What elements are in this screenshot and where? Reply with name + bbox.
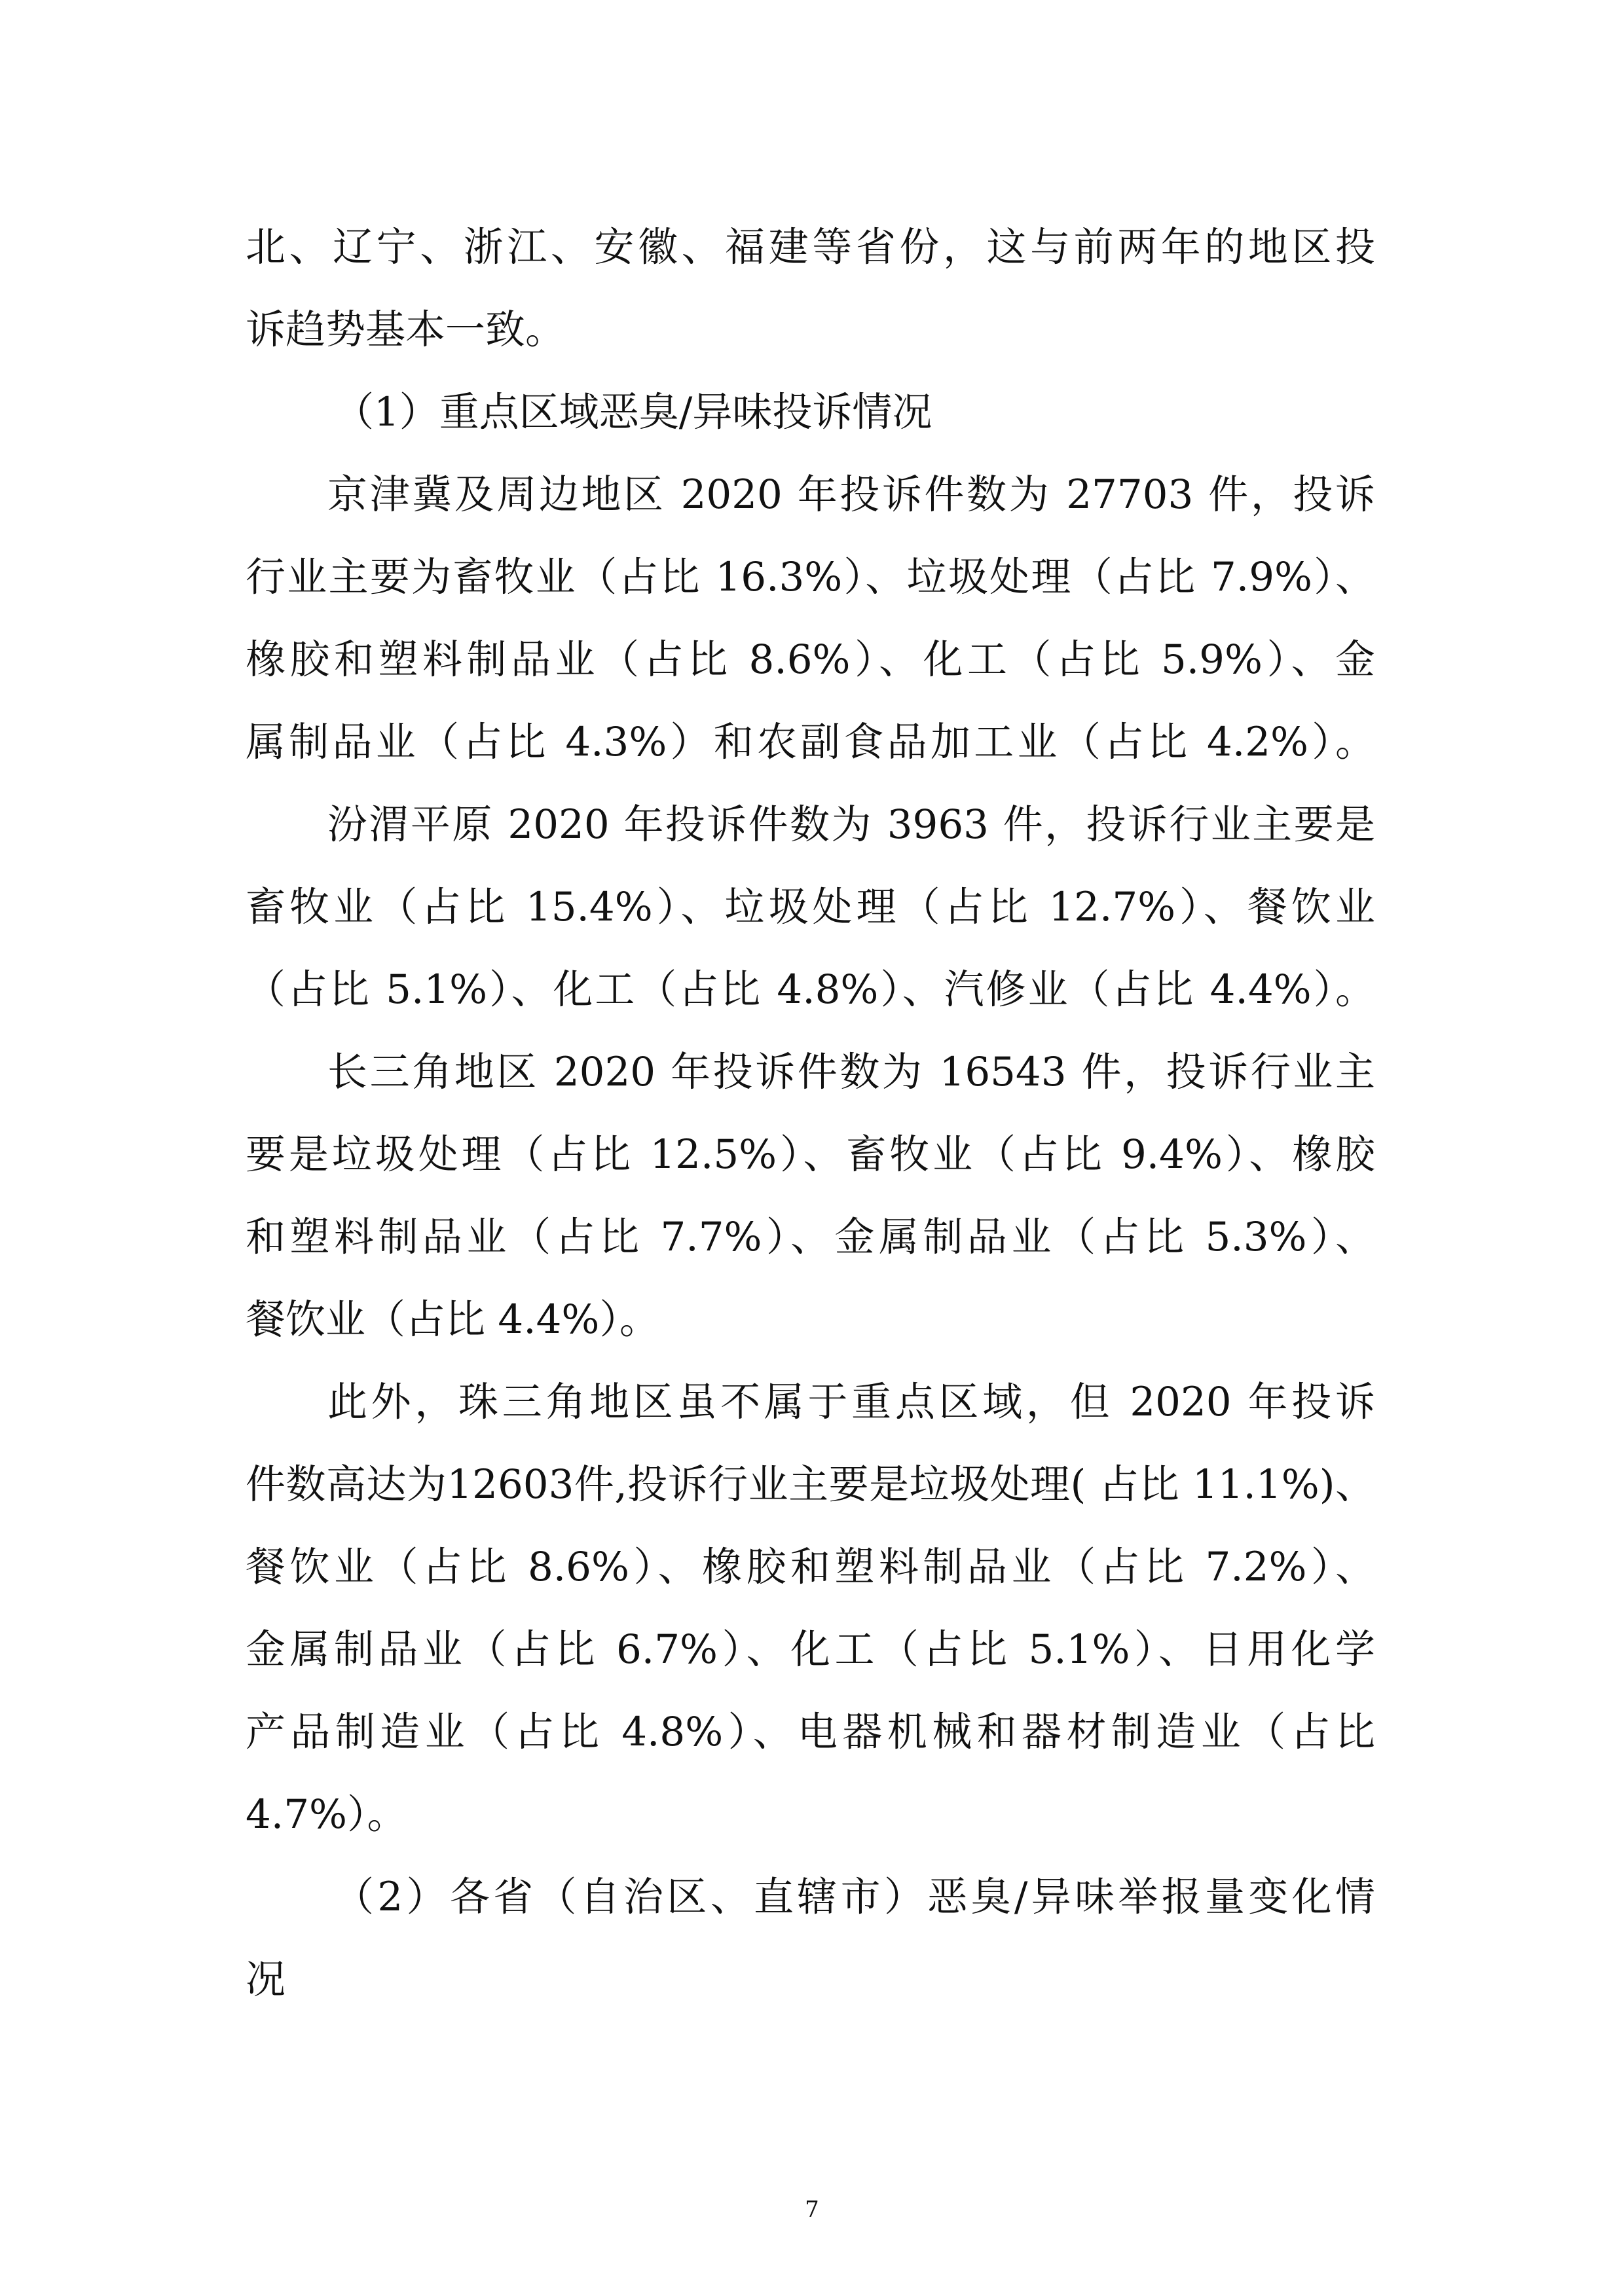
paragraph-line: 餐饮业（占比 4.4%）。 (246, 1296, 659, 1343)
paragraph-line: 金属制品业（占比 6.7%）、化工（占比 5.1%）、日用化学 (246, 1626, 1375, 1673)
paragraph-line: 餐饮业（占比 8.6%）、橡胶和塑料制品业（占比 7.2%）、 (246, 1544, 1375, 1590)
section-heading-2: （2）各省（自治区、直辖市）恶臭/异味举报量变化情 (334, 1874, 1375, 1920)
paragraph-line: 诉趋势基本一致。 (246, 306, 566, 353)
paragraph-line: 汾渭平原 2020 年投诉件数为 3963 件，投诉行业主要是 (327, 801, 1375, 848)
paragraph-line: 北、辽宁、浙江、安徽、福建等省份，这与前两年的地区投 (246, 224, 1375, 270)
paragraph-line: 此外，珠三角地区虽不属于重点区域，但 2020 年投诉 (327, 1379, 1375, 1425)
paragraph-line: 属制品业（占比 4.3%）和农副食品加工业（占比 4.2%）。 (246, 719, 1375, 765)
paragraph-line: 要是垃圾处理（占比 12.5%）、畜牧业（占比 9.4%）、橡胶 (246, 1131, 1375, 1178)
paragraph-line: 4.7%）。 (246, 1791, 407, 1838)
paragraph-line: 件数高达为12603件,投诉行业主要是垃圾处理( 占比 11.1%)、 (246, 1461, 1375, 1508)
paragraph-line: 产品制造业（占比 4.8%）、电器机械和器材制造业（占比 (246, 1709, 1375, 1755)
paragraph-line: （占比 5.1%）、化工（占比 4.8%）、汽修业（占比 4.4%）。 (246, 966, 1375, 1013)
paragraph-line: 长三角地区 2020 年投诉件数为 16543 件，投诉行业主 (327, 1049, 1375, 1095)
paragraph-line: 和塑料制品业（占比 7.7%）、金属制品业（占比 5.3%）、 (246, 1214, 1375, 1260)
section-heading-2-continued: 况 (246, 1956, 286, 2003)
paragraph-line: 京津冀及周边地区 2020 年投诉件数为 27703 件，投诉 (327, 471, 1375, 518)
page-number: 7 (805, 2196, 819, 2223)
paragraph-line: 行业主要为畜牧业（占比 16.3%）、垃圾处理（占比 7.9%）、 (246, 554, 1375, 600)
paragraph-line: 畜牧业（占比 15.4%）、垃圾处理（占比 12.7%）、餐饮业 (246, 884, 1375, 930)
paragraph-line: 橡胶和塑料制品业（占比 8.6%）、化工（占比 5.9%）、金 (246, 636, 1375, 683)
section-heading-1: （1）重点区域恶臭/异味投诉情况 (334, 389, 932, 435)
